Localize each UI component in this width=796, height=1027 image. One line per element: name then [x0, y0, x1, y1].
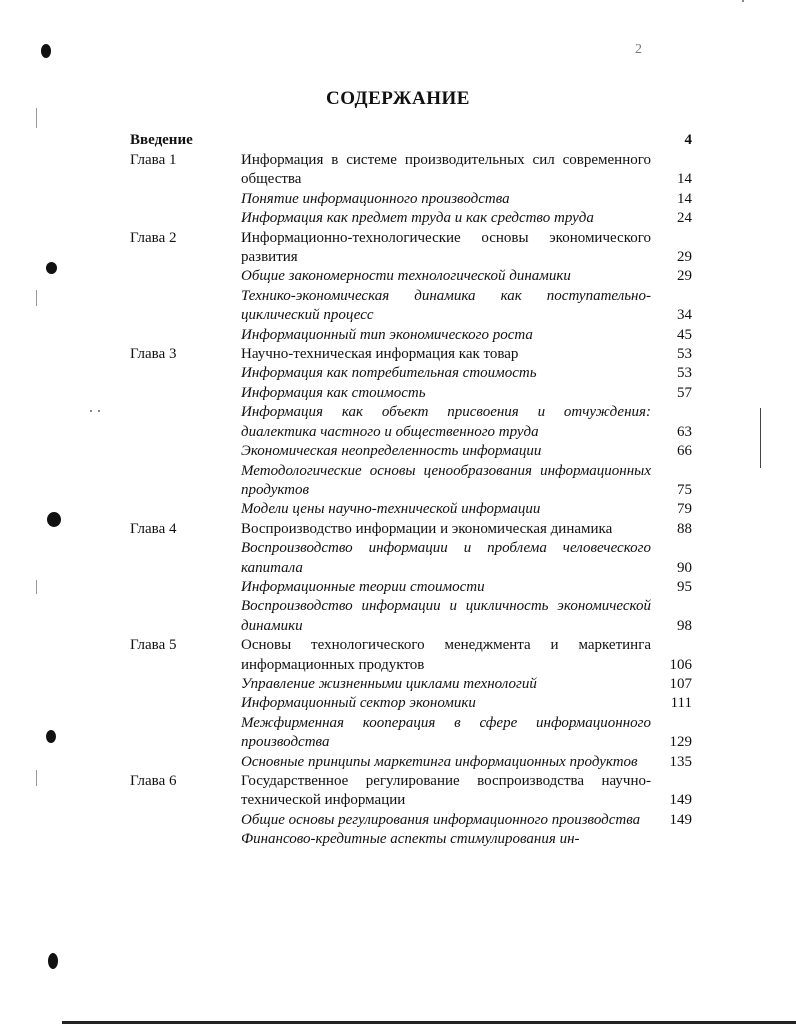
toc-entry	[130, 384, 692, 403]
toc-section-title: Воспроизводство информации и проблема человеческого капитала	[241, 540, 651, 576]
toc-section-title: Общие основы регулирования информационного производства	[241, 811, 641, 828]
toc-entry	[130, 345, 692, 364]
toc-page-number: 4	[684, 132, 692, 148]
toc-section-title: Управление жизненными циклами технологий	[241, 675, 537, 692]
toc-page-number: 34	[677, 307, 692, 324]
scan-edge-line	[36, 290, 37, 306]
toc-entry	[130, 209, 692, 228]
toc-section-title: Воспроизводство информации и цикличность экономической динамики	[241, 598, 651, 634]
toc-page-number: 53	[677, 346, 692, 363]
toc-page-number: 66	[677, 443, 692, 460]
toc-section-title: Информационный сектор экономики	[241, 695, 476, 712]
scan-mark	[41, 44, 51, 58]
toc-page-number: 111	[670, 695, 692, 712]
page-number: 2	[635, 42, 642, 57]
toc-page-number: 45	[677, 326, 692, 343]
toc-entry	[130, 753, 692, 772]
scan-mark	[46, 730, 56, 743]
toc-page-number: 63	[677, 423, 692, 440]
toc-section-title: Общие закономерности технологической динамики	[241, 268, 571, 285]
toc-entry	[130, 578, 692, 597]
toc-chapter-label: Глава 1	[130, 152, 177, 168]
toc-section-title: Финансово-кредитные аспекты стимулирования ин-	[241, 831, 580, 848]
toc-section-title: Информационный тип экономического роста	[241, 326, 533, 343]
scan-edge-line	[36, 108, 37, 128]
toc-chapter-label: Глава 3	[130, 346, 177, 363]
toc-page-number: 106	[669, 656, 692, 673]
toc-intro-label: Введение	[130, 132, 193, 148]
toc-entry	[130, 267, 692, 286]
toc-chapter-title: Информационно-технологические основы экономического развития	[241, 229, 651, 266]
toc-entry	[130, 520, 692, 539]
toc-page-number: 14	[677, 171, 692, 188]
toc-entry	[130, 442, 692, 461]
toc-entry	[130, 597, 692, 636]
toc-section-title: Понятие информационного производства	[241, 190, 510, 207]
table-of-contents	[130, 131, 692, 850]
toc-entry	[130, 151, 692, 190]
toc-page-number: 98	[677, 617, 692, 634]
toc-chapter-title: Научно-техническая информация как товар	[241, 346, 519, 363]
toc-page-number: 90	[677, 559, 692, 576]
toc-entry	[130, 190, 692, 209]
toc-chapter-title: Государственное регулирование воспроизводства научно-технической информации	[241, 773, 651, 809]
toc-section-title: Информация как предмет труда и как средство труда	[241, 210, 594, 227]
toc-entry	[130, 364, 692, 383]
toc-entry	[130, 830, 692, 849]
scan-speck	[98, 410, 100, 412]
toc-entry	[130, 694, 692, 713]
toc-entry	[130, 772, 692, 811]
toc-page-number: 24	[677, 210, 692, 227]
scan-speck	[742, 0, 744, 2]
toc-entry	[130, 500, 692, 519]
toc-page-number: 107	[669, 675, 692, 692]
scan-edge-line	[36, 770, 37, 786]
page-title: СОДЕРЖАНИЕ	[326, 88, 470, 109]
toc-page-number: 57	[677, 384, 692, 401]
toc-section-title: Экономическая неопределенность информации	[241, 443, 542, 460]
toc-entry	[130, 462, 692, 501]
toc-entry	[130, 636, 692, 675]
toc-chapter-label: Глава 2	[130, 229, 177, 246]
toc-section-title: Методологические основы ценообразования информационных продуктов	[241, 462, 651, 498]
toc-entry	[130, 811, 692, 830]
toc-chapter-title: Информация в системе производительных сил современного общества	[241, 152, 651, 188]
toc-page-number: 95	[677, 578, 692, 595]
toc-entry	[130, 326, 692, 345]
toc-section-title: Модели цены научно-технической информации	[241, 501, 541, 518]
toc-chapter-label: Глава 4	[130, 520, 177, 537]
toc-entry	[130, 539, 692, 578]
toc-section-title: Межфирменная кооперация в сфере информационного производства	[241, 714, 651, 751]
toc-chapter-title: Воспроизводство информации и экономическая динамика	[241, 520, 613, 537]
toc-section-title: Информация как объект присвоения и отчуждения: диалектика частного и общественного труда	[241, 404, 651, 440]
toc-page-number: 29	[677, 268, 692, 285]
toc-section-title: Информация как потребительная стоимость	[241, 365, 537, 382]
scan-bottom-rule	[62, 1021, 796, 1024]
toc-entry	[130, 229, 692, 268]
toc-page-number: 79	[677, 501, 692, 518]
scan-edge-line	[36, 580, 37, 594]
toc-entry	[130, 403, 692, 442]
toc-page-number: 135	[669, 753, 692, 770]
toc-page-number: 53	[677, 365, 692, 382]
toc-entry	[130, 131, 692, 151]
toc-chapter-title: Основы технологического менеджмента и маркетинга информационных продуктов	[241, 637, 651, 673]
scan-mark	[48, 953, 58, 969]
scan-mark	[47, 512, 61, 527]
toc-section-title: Основные принципы маркетинга информационных продуктов	[241, 753, 638, 770]
toc-chapter-label: Глава 6	[130, 773, 177, 789]
toc-page-number: 88	[677, 520, 692, 537]
toc-chapter-title	[241, 131, 651, 150]
scan-mark	[46, 262, 57, 274]
toc-section-title: Информация как стоимость	[241, 384, 426, 401]
toc-section-title: Технико-экономическая динамика как поступательно-циклический процесс	[241, 287, 651, 324]
toc-page-number: 29	[677, 249, 692, 266]
toc-section-title: Информационные теории стоимости	[241, 578, 485, 595]
toc-entry	[130, 675, 692, 694]
toc-entry	[130, 714, 692, 753]
scan-speck	[90, 410, 92, 412]
scan-side-line	[760, 408, 761, 468]
toc-chapter-label: Глава 5	[130, 637, 177, 654]
toc-entry	[130, 287, 692, 326]
toc-page-number: 75	[677, 481, 692, 498]
toc-page-number: 149	[669, 792, 692, 809]
toc-page-number: 149	[669, 811, 692, 828]
toc-page-number: 14	[677, 190, 692, 207]
toc-page-number: 129	[669, 734, 692, 751]
